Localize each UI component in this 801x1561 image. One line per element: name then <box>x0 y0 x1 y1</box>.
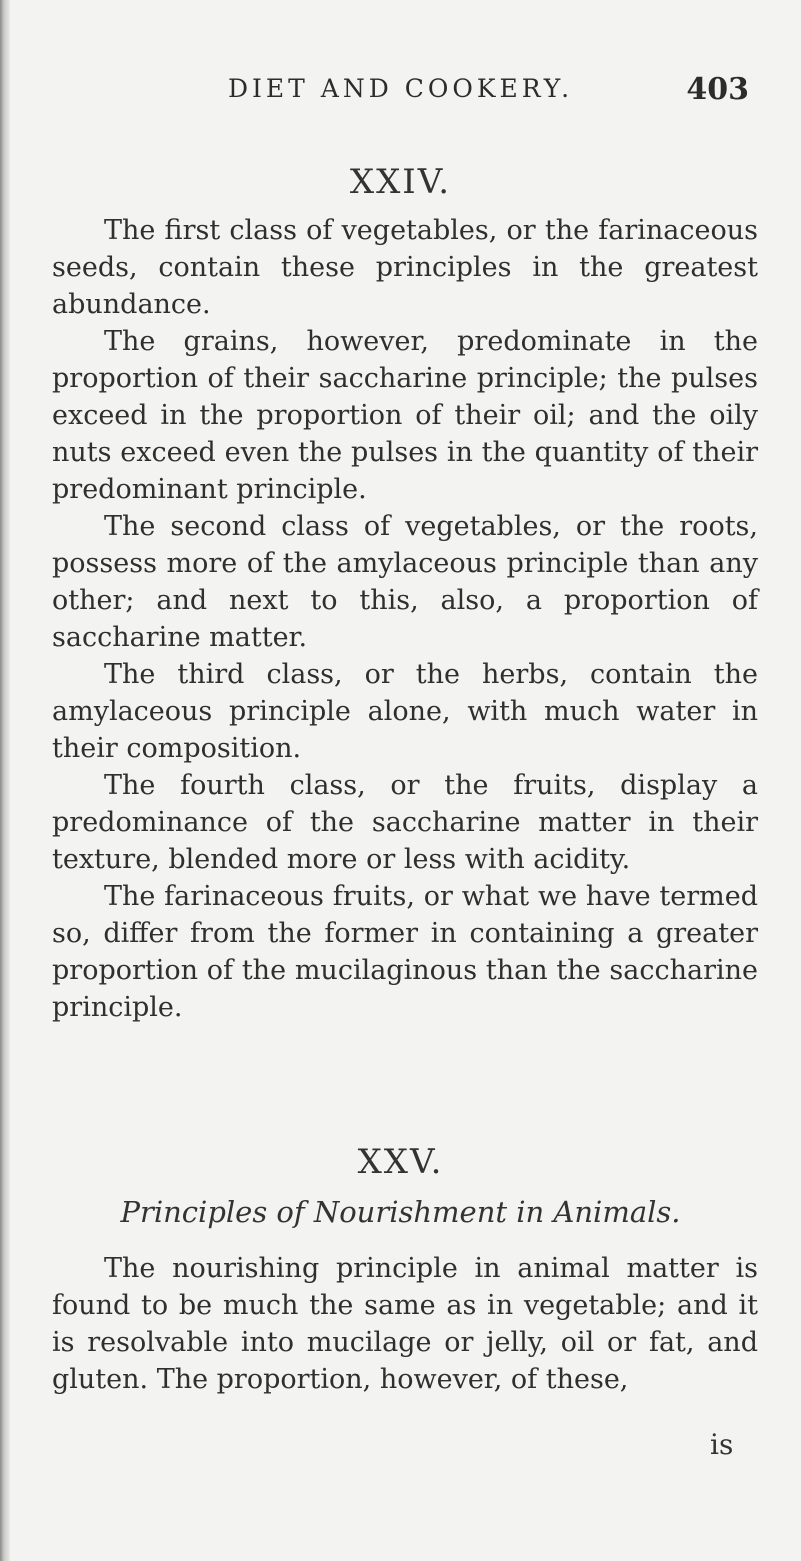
section-heading-xxiv: XXIV. <box>349 162 452 202</box>
running-head: DIET AND COOKERY. <box>228 74 574 103</box>
paragraph: The farinaceous fruits, or what we have termed so, differ from the former in containing a greater proportion of the mucilaginous than the saccharine principle. <box>52 881 758 1023</box>
paragraph: The second class of vegetables, or the roots, possess more of the amylaceous principle than any other; and next to this, also, a proportion of saccharine matter. <box>52 511 758 653</box>
paragraph: The fourth class, or the fruits, display a predominance of the saccharine matter in their texture, blended more or less with acidity. <box>52 770 758 875</box>
section-xxv-body <box>52 1250 758 1398</box>
catchword: is <box>710 1428 734 1461</box>
paragraph: The third class, or the herbs, contain the amylaceous principle alone, with much water in their composition. <box>52 659 758 764</box>
section-xxiv-body <box>52 212 758 1026</box>
section-subtitle: Principles of Nourishment in Animals. <box>120 1195 681 1229</box>
paragraph: The first class of vegetables, or the farinaceous seeds, contain these principles in the greatest abundance. <box>52 215 758 320</box>
section-heading-xxv: XXV. <box>357 1142 444 1182</box>
page-number: 403 <box>686 72 749 107</box>
page-binding-edge <box>0 0 10 1561</box>
page-header <box>0 74 801 114</box>
paragraph: The grains, however, predominate in the proportion of their saccharine principle; the pulses exceed in the proportion of their oil; and the oily nuts exceed even the pulses in the quantity of their predominant principle. <box>52 326 758 505</box>
paragraph: The nourishing principle in animal matter is found to be much the same as in vegetable; and it is resolvable into mucilage or jelly, oil or fat, and gluten. The proportion, however, of these, <box>52 1253 758 1395</box>
